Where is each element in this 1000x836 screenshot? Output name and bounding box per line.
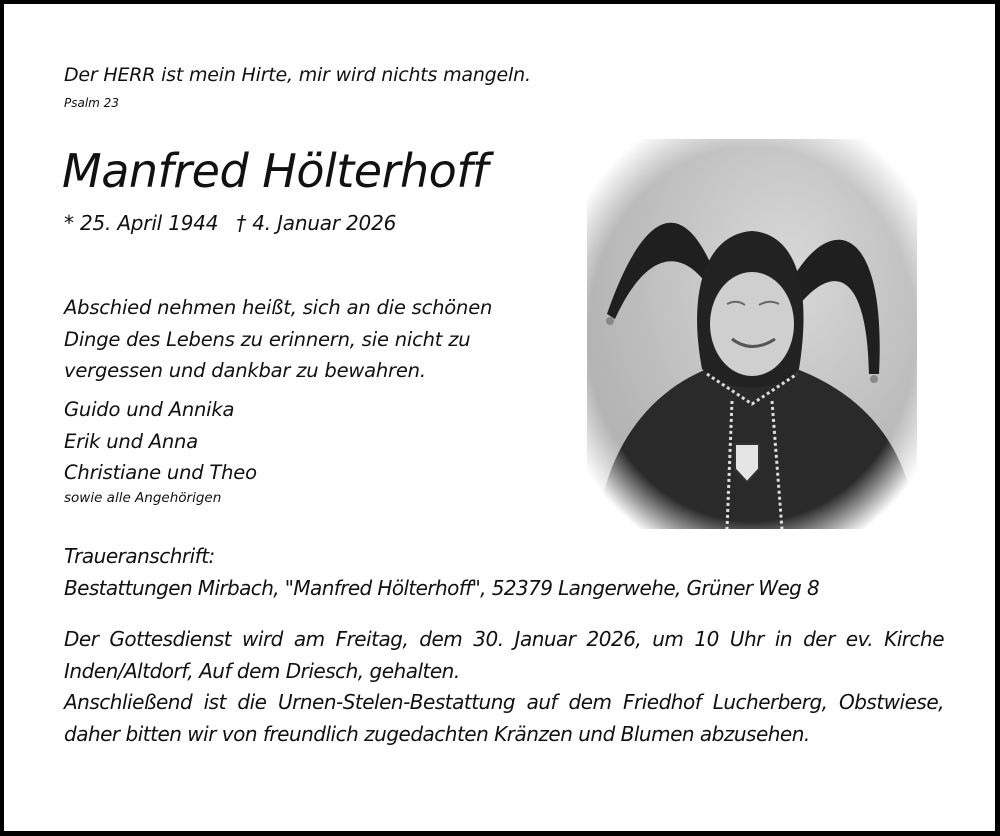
death-date: † 4. Januar 2026 (236, 211, 397, 235)
other-relatives: sowie alle Angehörigen (64, 490, 222, 506)
mourner: Christiane und Theo (64, 461, 257, 484)
service-paragraph: Der Gottesdienst wird am Freitag, dem 30. Januar 2026, um 10 Uhr in der ev. Kirche Inden/Altdorf, Auf dem Driesch, gehalten. (64, 627, 944, 683)
psalm-reference: Psalm 23 (64, 96, 119, 110)
burial-paragraph: Anschließend ist die Urnen-Stelen-Bestattung auf dem Friedhof Lucherberg, Obstwiese, daher bitten wir von freundlich zugedachten Kränzen und Blumen abzusehen. (64, 690, 944, 746)
deceased-name: Manfred Hölterhoff (62, 144, 488, 198)
poem-line: Abschied nehmen heißt, sich an die schönen (64, 296, 493, 319)
poem-line: Dinge des Lebens zu erinnern, sie nicht zu (64, 327, 471, 351)
mourner: Guido und Annika (64, 398, 235, 421)
farewell-poem (64, 292, 492, 387)
portrait-photo (587, 139, 917, 529)
mourner: Erik und Anna (64, 429, 198, 453)
life-dates (64, 211, 396, 235)
poem-line: vergessen und dankbar zu bewahren. (64, 359, 426, 382)
service-info (64, 624, 944, 750)
address-label: Traueranschrift: (64, 544, 215, 568)
birth-date: * 25. April 1944 (64, 211, 219, 235)
mourners-list (64, 394, 257, 489)
mourning-address: Bestattungen Mirbach, "Manfred Hölterhoff", 52379 Langerwehe, Grüner Weg 8 (64, 576, 820, 600)
portrait-image-icon (587, 139, 917, 529)
psalm-quote: Der HERR ist mein Hirte, mir wird nichts mangeln. (64, 64, 531, 86)
